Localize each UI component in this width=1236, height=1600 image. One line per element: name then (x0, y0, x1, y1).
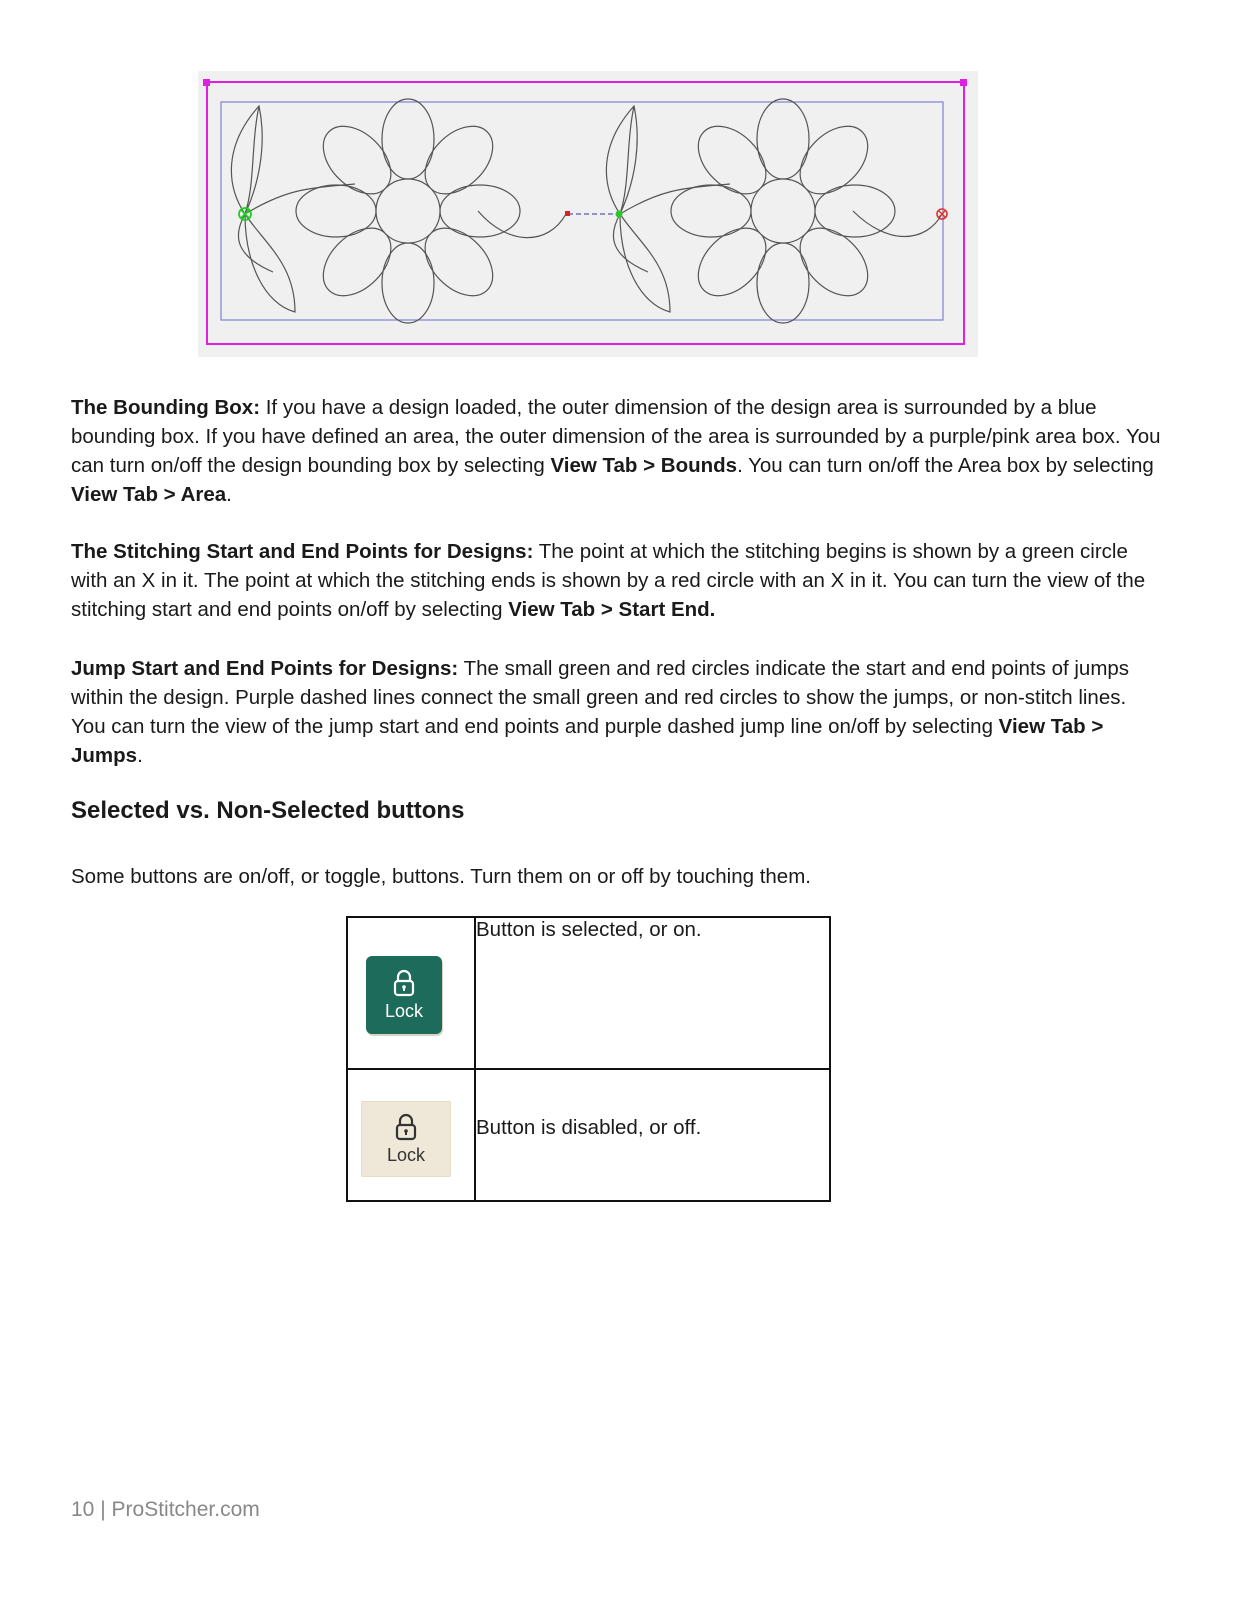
section-heading: Selected vs. Non-Selected buttons (71, 797, 465, 824)
stitch-end-point (937, 209, 947, 219)
lock-button-label: Lock (384, 1001, 424, 1021)
bounding-box (221, 102, 943, 320)
area-box (207, 82, 964, 344)
footer-separator: | (100, 1498, 106, 1521)
footer-site: ProStitcher.com (111, 1498, 260, 1521)
jump-points-paragraph: Jump Start and End Points for Designs: The small green and red circles indicate the start and end points of jumps within the design. Purple dashed lines connect the small green and red circles to show the jumps, or non-stitch lines. You can turn the view of the jump start and end points and purple dashed jump line on/off by selecting View Tab > Jumps. (71, 657, 1130, 767)
design-canvas (198, 71, 978, 357)
lock-button-label: Lock (386, 1145, 426, 1165)
page-footer (71, 1498, 260, 1522)
jump-points-title: Jump Start and End Points for Designs: (71, 657, 459, 680)
area-corner-handle[interactable] (203, 79, 210, 86)
table-row (347, 917, 830, 1069)
stitching-points-paragraph: The Stitching Start and End Points for Designs: The point at which the stitching begins is shown by a green circle with an X in it. The point at which the stitching ends is shown by a red circle with an X in it. You can turn the view of the stitching start and end points on/off by selecting View Tab > Start End. (71, 540, 1146, 621)
lock-button-selected[interactable] (366, 956, 442, 1034)
state-description: Button is selected, or on. (475, 917, 830, 1069)
jump-start-point (616, 211, 623, 218)
flower-motif-left (231, 99, 566, 323)
lock-icon (392, 969, 416, 997)
page-number: 10 (71, 1498, 95, 1521)
table-row (347, 1069, 830, 1201)
flower-motif-right (606, 99, 942, 323)
button-state-table (346, 916, 831, 1202)
lock-icon (394, 1113, 418, 1141)
bounding-box-paragraph: The Bounding Box: If you have a design loaded, the outer dimension of the design area is surrounded by a blue bounding box. If you have defined an area, the outer dimension of the area is surrounded by a purple/pink area box. You can turn on/off the design bounding box by selecting View Tab > Bounds. You can turn on/off the Area box by selecting View Tab > Area. (71, 396, 1161, 506)
area-corner-handle[interactable] (960, 79, 967, 86)
state-description: Button is disabled, or off. (475, 1069, 830, 1201)
stitching-points-title: The Stitching Start and End Points for Designs: (71, 540, 534, 563)
intro-text: Some buttons are on/off, or toggle, buttons. Turn them on or off by touching them. (71, 865, 811, 888)
design-preview (198, 71, 978, 357)
lock-button-disabled[interactable] (361, 1101, 451, 1177)
jump-end-point (565, 211, 570, 216)
bounding-box-title: The Bounding Box: (71, 396, 261, 419)
